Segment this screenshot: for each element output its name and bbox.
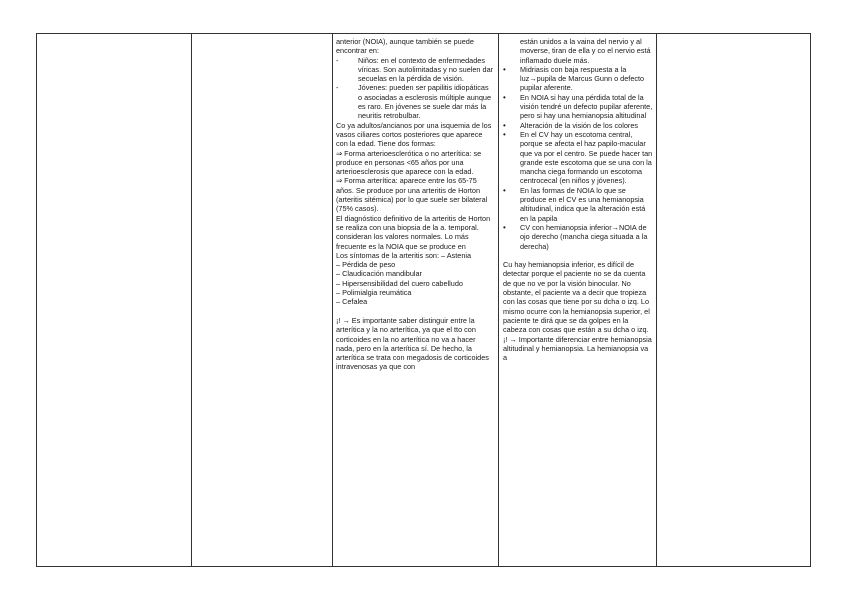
paragraph: El diagnóstico definitivo de la arteritis de Horton se realiza con una biopsia de la a. temporal. consideran los valores normales. Lo más frecuente es la NOIA que se produce en — [336, 213, 491, 251]
paragraph: Co ya adultos/ancianos por una isquemia de los vasos ciliares cortos posteriores que aparece con la edad. Tiene dos formas: — [336, 120, 492, 149]
paragraph: ⇒ Forma arterítica: aparece entre los 65-75 años. Se produce por una arteritis de Horton (arteritis sitémica) por lo que suele ser bilateral (75% casos). — [336, 176, 488, 214]
list-item: • En NOIA si hay una pérdida total de la visión tendré un defecto pupilar aferente, pero si hay una hemianopsia altitudinal — [503, 93, 653, 121]
list-item: • Midriasis con baja respuesta a la luz→pupila de Marcus Gunn o defecto pupilar aferente. — [503, 65, 653, 93]
paragraph: Cu hay hemianopsia inferior, es difícil de detectar porque el paciente no se da cuenta de que no ve por la visión binocular. No obstante, el paciente va a decir que tropieza con las cosas que tiene por su dcha o izq. Lo mismo ocurre con la hemianopsia superior, el paciente te dirá que se da golpes en la cabeza con cosas que están a su dcha o izq. — [503, 260, 650, 335]
list-item: – Pérdida de peso — [336, 260, 396, 270]
cell-symptoms-text — [503, 37, 653, 362]
paragraph: Los síntomas de la arteritis son: – Astenia — [336, 250, 472, 260]
column-divider — [498, 34, 499, 566]
list-item: – Polimialgia reumática — [336, 288, 412, 298]
list-item: – Hipersensibilidad del cuero cabelludo — [336, 278, 463, 288]
column-divider — [332, 34, 333, 566]
paragraph: anterior (NOIA), aunque también se puede encontrar en: — [336, 37, 474, 56]
list-item: – Cefalea — [336, 297, 368, 307]
list-item: - Jóvenes: pueden ser papilitis idiopáticas o asociadas a esclerosis múltiple aunque es raro. En jóvenes se suele dar más la neuritis retrobulbar. — [336, 83, 494, 120]
list-item: – Claudicación mandibular — [336, 269, 422, 279]
paragraph: ¡! → Importante diferenciar entre hemianopsia altitudinal y hemianopsia. La hemianopsia va a — [503, 334, 652, 363]
column-divider — [191, 34, 192, 566]
notes-table — [36, 33, 811, 567]
list-item: • En el CV hay un escotoma central, porque se afecta el haz papilo-macular que va por el centro. Se puede hacer tan grande este escotoma que se una con la mancha ciega formando un escotoma centrocecal (en niños y jóvenes). — [503, 130, 653, 186]
paragraph: ⇒ Forma arterioesclerótica o no arterítica: se produce en personas <65 años por una arterioesclerosis que aparece con la edad. — [336, 148, 482, 177]
list-item: • Alteración de la visión de los colores — [503, 121, 653, 130]
paragraph: ¡! → Es importante saber distinguir entre la arterítica y la no arterítica, ya que el tto con corticoides en la no arterítica no va a hacer nada, pero en la arterítica sí. De hecho, la arterítica se trata con megadosis de corticoides intravenosas ya que con — [336, 315, 489, 372]
column-divider — [656, 34, 657, 566]
list-item: - Niños: en el contexto de enfermedades víricas. Son autolimitadas y no suelen dar secuelas en la pérdida de visión. — [336, 56, 494, 84]
cell-noia-text — [336, 37, 494, 372]
list-item: • CV con hemianopsia inferior→NOIA de ojo derecho (mancha ciega situada a la derecha) — [503, 223, 653, 251]
list-item: • En las formas de NOIA lo que se produce en el CV es una hemianopsia altitudinal, indica que la alteración está en la papila — [503, 186, 653, 223]
paragraph: están unidos a la vaina del nervio y al moverse, tiran de ella y co el nervio está inflamado duele más. — [520, 37, 651, 65]
